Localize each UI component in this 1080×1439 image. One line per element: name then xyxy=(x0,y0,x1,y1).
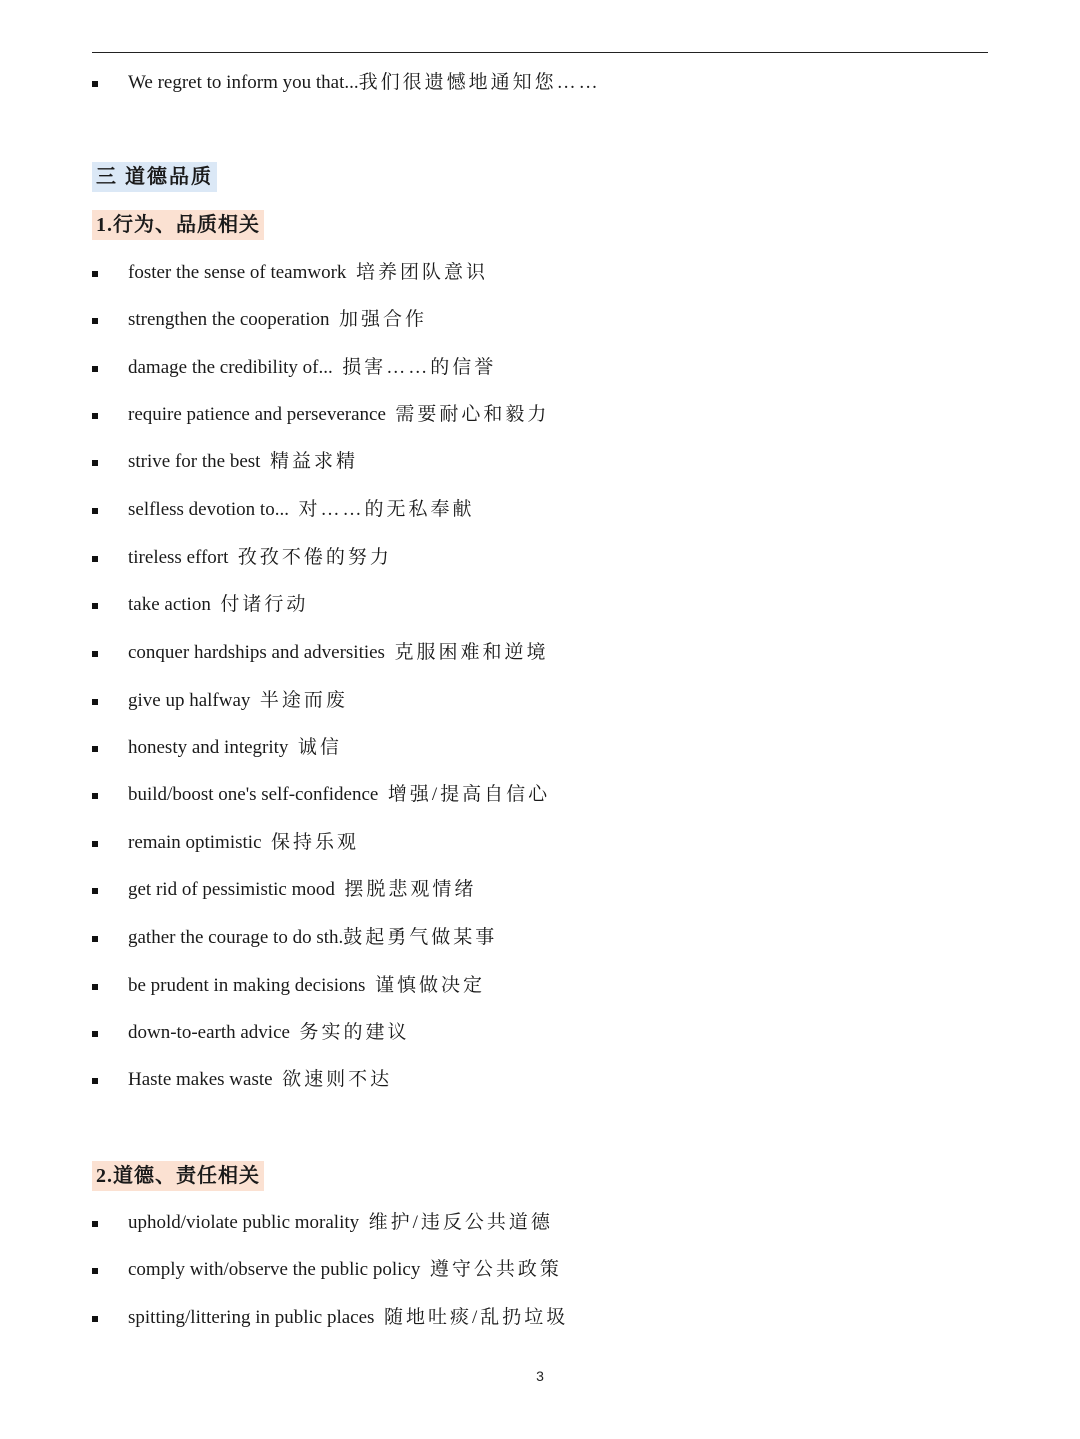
section-heading: 三 道德品质 xyxy=(92,162,217,192)
bullet-icon xyxy=(92,556,98,562)
page-number: 3 xyxy=(536,1368,544,1384)
subsection-heading-1: 1.行为、品质相关 xyxy=(92,210,264,240)
bullet-icon xyxy=(92,318,98,324)
bullet-icon xyxy=(92,888,98,894)
item-english: be prudent in making decisions xyxy=(128,975,366,996)
item-chinese: 随地吐痰/乱扔垃圾 xyxy=(383,1307,569,1328)
list-item-text xyxy=(128,1210,553,1236)
bullet-icon xyxy=(92,366,98,372)
list-item-text xyxy=(128,877,476,903)
list-item-text xyxy=(128,1257,562,1283)
item-english: tireless effort xyxy=(128,547,229,568)
item-chinese: 谨慎做决定 xyxy=(374,975,485,996)
list-item-text xyxy=(128,307,427,333)
item-chinese: 务实的建议 xyxy=(299,1022,410,1043)
list-item-text xyxy=(128,355,496,381)
item-chinese: 付诸行动 xyxy=(220,594,309,615)
item-chinese: 增强/提高自信心 xyxy=(387,784,551,805)
item-english: get rid of pessimistic mood xyxy=(128,879,335,900)
item-english: comply with/observe the public policy xyxy=(128,1259,421,1280)
list-item-text xyxy=(128,973,485,999)
item-english: We regret to inform you that... xyxy=(128,72,359,93)
list-item-text xyxy=(128,1020,409,1046)
item-english: strengthen the cooperation xyxy=(128,309,330,330)
item-english: build/boost one's self-confidence xyxy=(128,784,379,805)
bullet-icon xyxy=(92,936,98,942)
list-item-text xyxy=(128,449,358,475)
bullet-icon xyxy=(92,841,98,847)
bullet-icon xyxy=(92,1268,98,1274)
item-chinese: 损害……的信誉 xyxy=(342,357,497,378)
bullet-icon xyxy=(92,508,98,514)
item-chinese: 半途而废 xyxy=(259,690,348,711)
bullet-icon xyxy=(92,984,98,990)
list-item-text xyxy=(128,70,601,96)
item-english: take action xyxy=(128,594,211,615)
list-item-text xyxy=(128,640,548,666)
item-chinese: 保持乐观 xyxy=(271,832,360,853)
item-chinese: 遵守公共政策 xyxy=(429,1259,562,1280)
bullet-icon xyxy=(92,651,98,657)
bullet-icon xyxy=(92,1031,98,1037)
bullet-icon xyxy=(92,271,98,277)
list-item-text xyxy=(128,1067,392,1093)
list-item-text xyxy=(128,925,497,951)
item-english: require patience and perseverance xyxy=(128,404,386,425)
bullet-icon xyxy=(92,81,98,87)
item-chinese: 维护/违反公共道德 xyxy=(368,1212,553,1233)
list-item-text xyxy=(128,545,392,571)
item-english: honesty and integrity xyxy=(128,737,289,758)
bullet-icon xyxy=(92,413,98,419)
subsection-heading-2: 2.道德、责任相关 xyxy=(92,1161,264,1191)
item-english: down-to-earth advice xyxy=(128,1022,290,1043)
item-english: gather the courage to do sth. xyxy=(128,927,344,948)
item-chinese: 欲速则不达 xyxy=(282,1069,393,1090)
list-item-text xyxy=(128,1305,568,1331)
list-item-text xyxy=(128,830,359,856)
list-item-text xyxy=(128,688,348,714)
item-chinese: 摆脱悲观情绪 xyxy=(344,879,477,900)
item-english: foster the sense of teamwork xyxy=(128,262,347,283)
item-chinese: 需要耐心和毅力 xyxy=(395,404,550,425)
item-chinese: 孜孜不倦的努力 xyxy=(237,547,392,568)
item-chinese: 精益求精 xyxy=(269,451,358,472)
item-chinese: 我们很遗憾地通知您…… xyxy=(358,72,601,93)
list-item-text xyxy=(128,592,308,618)
item-chinese: 培养团队意识 xyxy=(355,262,488,283)
list-item-text xyxy=(128,260,488,286)
item-english: strive for the best xyxy=(128,451,261,472)
item-chinese: 鼓起勇气做某事 xyxy=(343,927,498,948)
item-chinese: 加强合作 xyxy=(339,309,428,330)
item-english: damage the credibility of... xyxy=(128,357,333,378)
bullet-icon xyxy=(92,460,98,466)
list-item-text xyxy=(128,497,474,523)
bullet-icon xyxy=(92,699,98,705)
item-english: conquer hardships and adversities xyxy=(128,642,385,663)
item-english: selfless devotion to... xyxy=(128,499,289,520)
item-english: give up halfway xyxy=(128,690,251,711)
list-item-text xyxy=(128,782,550,808)
bullet-icon xyxy=(92,793,98,799)
bullet-icon xyxy=(92,1316,98,1322)
list-item-text xyxy=(128,402,549,428)
item-english: Haste makes waste xyxy=(128,1069,273,1090)
item-chinese: 诚信 xyxy=(297,737,342,758)
bullet-icon xyxy=(92,1078,98,1084)
item-chinese: 克服困难和逆境 xyxy=(394,642,549,663)
item-english: uphold/violate public morality xyxy=(128,1212,360,1233)
header-rule xyxy=(92,52,988,53)
item-english: spitting/littering in public places xyxy=(128,1307,375,1328)
item-english: remain optimistic xyxy=(128,832,262,853)
bullet-icon xyxy=(92,746,98,752)
list-item-text xyxy=(128,735,342,761)
bullet-icon xyxy=(92,603,98,609)
bullet-icon xyxy=(92,1221,98,1227)
item-chinese: 对……的无私奉献 xyxy=(298,499,475,520)
